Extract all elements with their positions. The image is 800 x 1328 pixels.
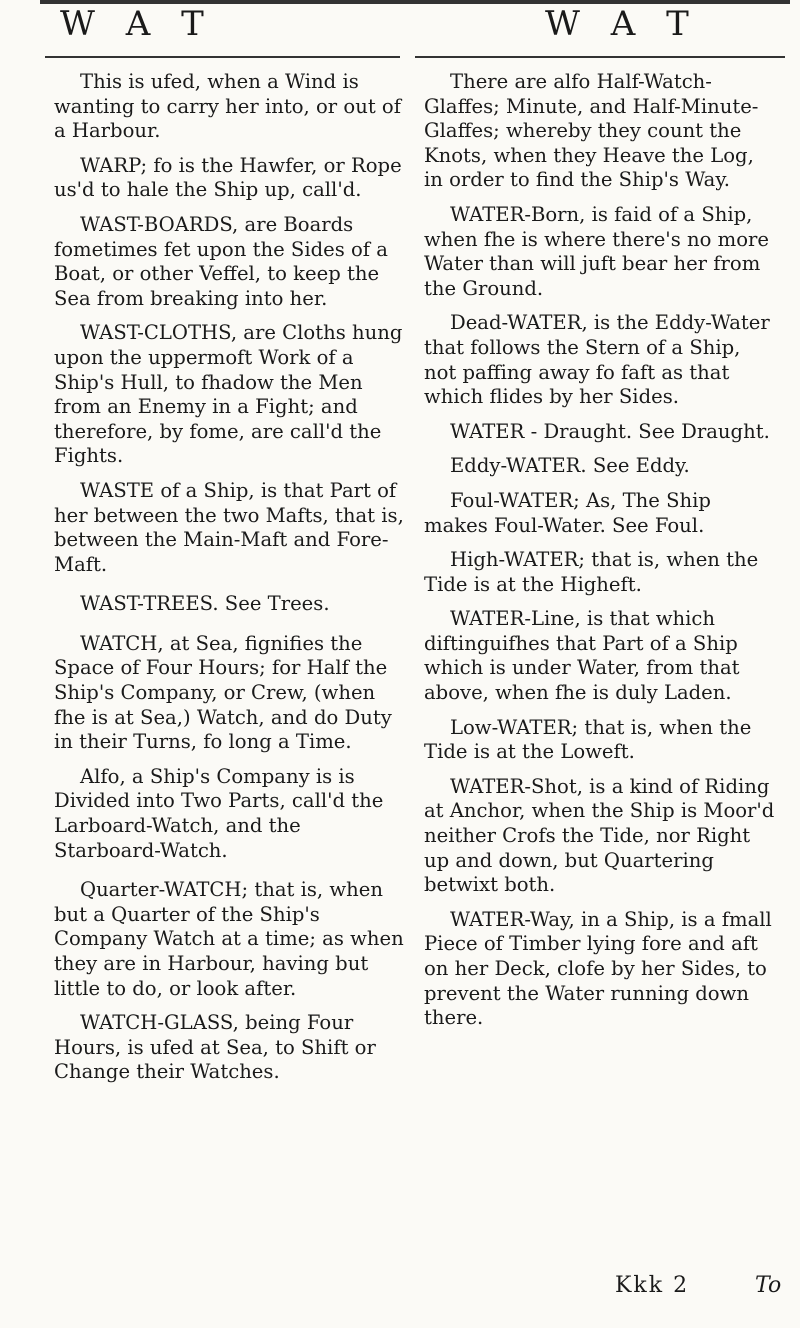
- entry-water-born: WATER-Born, is faid of a Ship, when fhe is where there's no more Water than will juft bear her from the Ground.: [424, 202, 769, 300]
- header-rule-right: [415, 56, 785, 58]
- entry-dead-water: Dead-WATER, is the Eddy-Water that follows the Stern of a Ship, not paffing away fo faft as that which flides by her Sides.: [424, 311, 770, 409]
- entry-watch-glass: WATCH-GLASS, being Four Hours, is ufed at Sea, to Shift or Change their Watches.: [54, 1011, 376, 1084]
- header-rule-left: [45, 56, 400, 58]
- entry-foul-water: Foul-WATER; As, The Ship makes Foul-Water. See Foul.: [424, 488, 711, 537]
- right-column: [424, 70, 778, 1031]
- left-column: [54, 70, 406, 1085]
- catchword: To: [755, 1273, 782, 1298]
- entry-warp: WARP; fo is the Hawfer, or Rope us'd to hale the Ship up, call'd.: [54, 153, 402, 202]
- entry-low-water: Low-WATER; that is, when the Tide is at the Loweft.: [424, 715, 752, 764]
- entry-half-watch-glasses: There are alfo Half-Watch-Glaffes; Minute, and Half-Minute-Glaffes; whereby they count the Knots, when they Heave the Log, in order to find the Ship's Way.: [424, 70, 759, 192]
- entry-high-water: High-WATER; that is, when the Tide is at the Higheft.: [424, 548, 759, 596]
- entry-wast-cloths: WAST-CLOTHS, are Cloths hung upon the uppermoft Work of a Ship's Hull, to fhadow the Men from an Enemy in a Fight; and therefore, by fome, are call'd the Fights.: [54, 321, 403, 468]
- entry-eddy-water: Eddy-WATER. See Eddy.: [450, 454, 690, 478]
- running-head-left: W A T: [60, 4, 214, 44]
- entry-waste: WASTE of a Ship, is that Part of her between the two Mafts, that is, between the Main-Maft and Fore-Maft.: [54, 478, 404, 576]
- entry-water-draught: WATER - Draught. See Draught.: [450, 419, 770, 443]
- running-head-right: W A T: [545, 4, 699, 44]
- entry-wast-trees: WAST-TREES. See Trees.: [80, 592, 330, 616]
- entry-watch-parts: Alfo, a Ship's Company is is Divided into Two Parts, call'd the Larboard-Watch, and the Starboard-Watch.: [54, 764, 384, 862]
- entry-water-way: WATER-Way, in a Ship, is a fmall Piece of Timber lying fore and aft on her Deck, clofe by her Sides, to prevent the Water running down there.: [424, 907, 772, 1030]
- entry-water-line: WATER-Line, is that which diftinguifhes that Part of a Ship which is under Water, from that above, when fhe is duly Laden.: [424, 607, 740, 705]
- entry-paragraph: This is ufed, when a Wind is wanting to carry her into, or out of a Harbour.: [54, 70, 401, 143]
- signature-mark: Kkk 2: [615, 1273, 690, 1298]
- entry-wast-boards: WAST-BOARDS, are Boards fometimes fet upon the Sides of a Boat, or other Veffel, to keep the Sea from breaking into her.: [54, 212, 388, 310]
- entry-quarter-watch: Quarter-WATCH; that is, when but a Quarter of the Ship's Company Watch at a time; as when they are in Harbour, having but little to do, or look after.: [54, 878, 404, 1000]
- entry-water-shot: WATER-Shot, is a kind of Riding at Anchor, when the Ship is Moor'd neither Crofs the Tide, nor Right up and down, but Quartering betwixt both.: [424, 774, 775, 897]
- entry-watch: WATCH, at Sea, fignifies the Space of Four Hours; for Half the Ship's Company, or Crew, (when fhe is at Sea,) Watch, and do Duty in their Turns, fo long a Time.: [54, 631, 392, 754]
